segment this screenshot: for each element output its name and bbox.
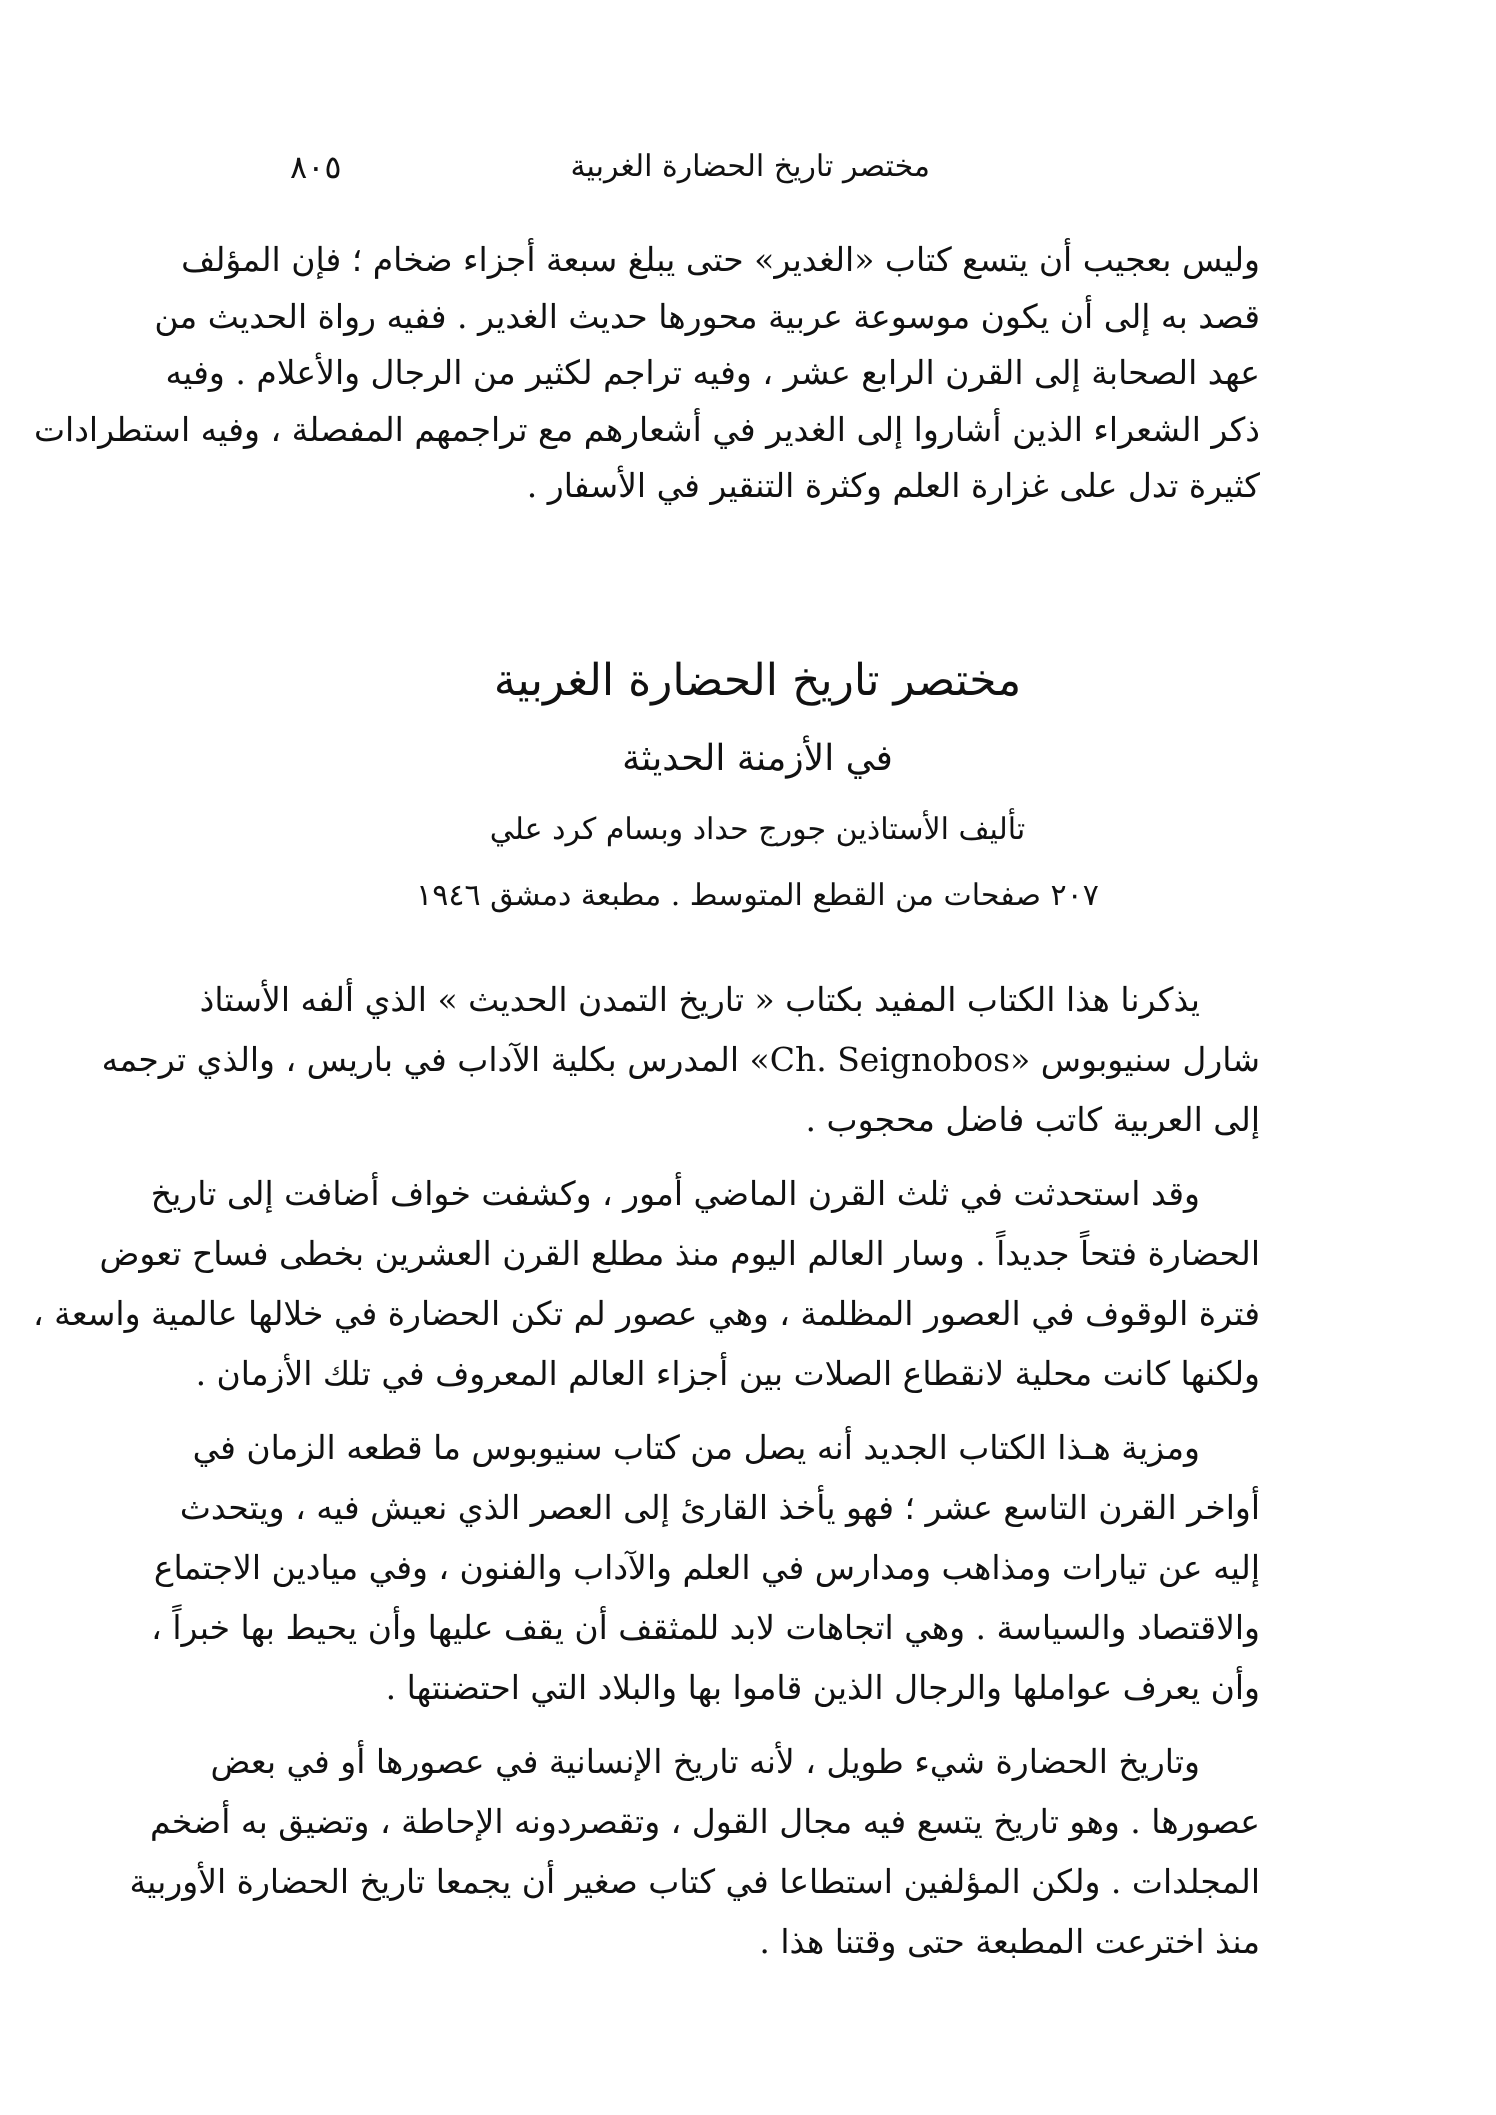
- text-line: وقد استحدثت في ثلث القرن الماضي أمور ، وكشفت خواف أضافت إلى تاريخ: [150, 1174, 1200, 1213]
- text-line: شارل سنيوبوس «Ch. Seignobos» المدرس بكلية الآداب في باريس ، والذي ترجمه: [101, 1040, 1260, 1079]
- review-body: [33, 970, 1260, 1986]
- text-line: أواخر القرن التاسع عشر ؛ فهو يأخذ القارئ إلى العصر الذي نعيش فيه ، ويتحدث: [179, 1488, 1260, 1527]
- paragraph: [129, 1732, 1260, 1972]
- running-title: مختصر تاريخ الحضارة الغربية: [570, 149, 930, 184]
- text-line: عهد الصحابة إلى القرن الرابع عشر ، وفيه تراجم لكثير من الرجال والأعلام . وفيه: [165, 353, 1260, 392]
- paragraph: [101, 970, 1260, 1150]
- running-header: [250, 142, 1260, 202]
- text-line: وأن يعرف عواملها والرجال الذين قاموا بها والبلاد التي احتضنتها .: [385, 1668, 1260, 1707]
- text-line: والاقتصاد والسياسة . وهي اتجاهات لابد للمثقف أن يقف عليها وأن يحيط بها خبراً ،: [151, 1608, 1260, 1647]
- text-line: قصد به إلى أن يكون موسوعة عربية محورها حديث الغدير . ففيه رواة الحديث من: [154, 296, 1260, 336]
- book-authors: تأليف الأستاذين جورج حداد وبسام كرد علي: [489, 812, 1026, 847]
- text-line: ولكنها كانت محلية لانقطاع الصلات بين أجزاء العالم المعروف في تلك الأزمان .: [195, 1354, 1260, 1393]
- text-line: وليس بعجيب أن يتسع كتاب «الغدير» حتى يبلغ سبعة أجزاء ضخام ؛ فإن المؤلف: [181, 240, 1260, 279]
- intro-paragraph: [33, 232, 1260, 515]
- paragraph: [33, 1164, 1260, 1404]
- text-line: فترة الوقوف في العصور المظلمة ، وهي عصور لم تكن الحضارة في خلالها عالمية واسعة ،: [33, 1294, 1260, 1333]
- book-title: مختصر تاريخ الحضارة الغربية: [493, 655, 1022, 706]
- text-line: إلى العربية كاتب فاضل محجوب .: [805, 1100, 1260, 1139]
- text-line: الحضارة فتحاً جديداً . وسار العالم اليوم منذ مطلع القرن العشرين بخطى فساح تعوض: [99, 1234, 1260, 1273]
- text-line: ذكر الشعراء الذين أشاروا إلى الغدير في أشعارهم مع تراجمهم المفصلة ، وفيه استطرادات: [33, 409, 1260, 449]
- paragraph: [151, 1418, 1260, 1718]
- text-line: كثيرة تدل على غزارة العلم وكثرة التنقير في الأسفار .: [526, 466, 1260, 505]
- text-line: ومزية هـذا الكتاب الجديد أنه يصل من كتاب سنيوبوس ما قطعه الزمان في: [192, 1428, 1200, 1467]
- text-line: عصورها . وهو تاريخ يتسع فيه مجال القول ، وتقصردونه الإحاطة ، وتضيق به أضخم: [149, 1802, 1260, 1841]
- book-publication-info: ٢٠٧ صفحات من القطع المتوسط . مطبعة دمشق ١٩٤٦: [416, 878, 1099, 913]
- page-number: ٨٠٥: [290, 148, 342, 186]
- book-subtitle: في الأزمنة الحديثة: [622, 738, 893, 779]
- text-line: إليه عن تيارات ومذاهب ومدارس في العلم والآداب والفنون ، وفي ميادين الاجتماع: [153, 1548, 1260, 1587]
- text-line: منذ اخترعت المطبعة حتى وقتنا هذا .: [759, 1922, 1260, 1961]
- text-line: وتاريخ الحضارة شيء طويل ، لأنه تاريخ الإنسانية في عصورها أو في بعض: [210, 1742, 1200, 1781]
- book-review-heading: [255, 650, 1260, 918]
- text-line: يذكرنا هذا الكتاب المفيد بكتاب « تاريخ التمدن الحديث » الذي ألفه الأستاذ: [199, 980, 1200, 1019]
- text-line: المجلدات . ولكن المؤلفين استطاعا في كتاب صغير أن يجمعا تاريخ الحضارة الأوربية: [129, 1862, 1260, 1901]
